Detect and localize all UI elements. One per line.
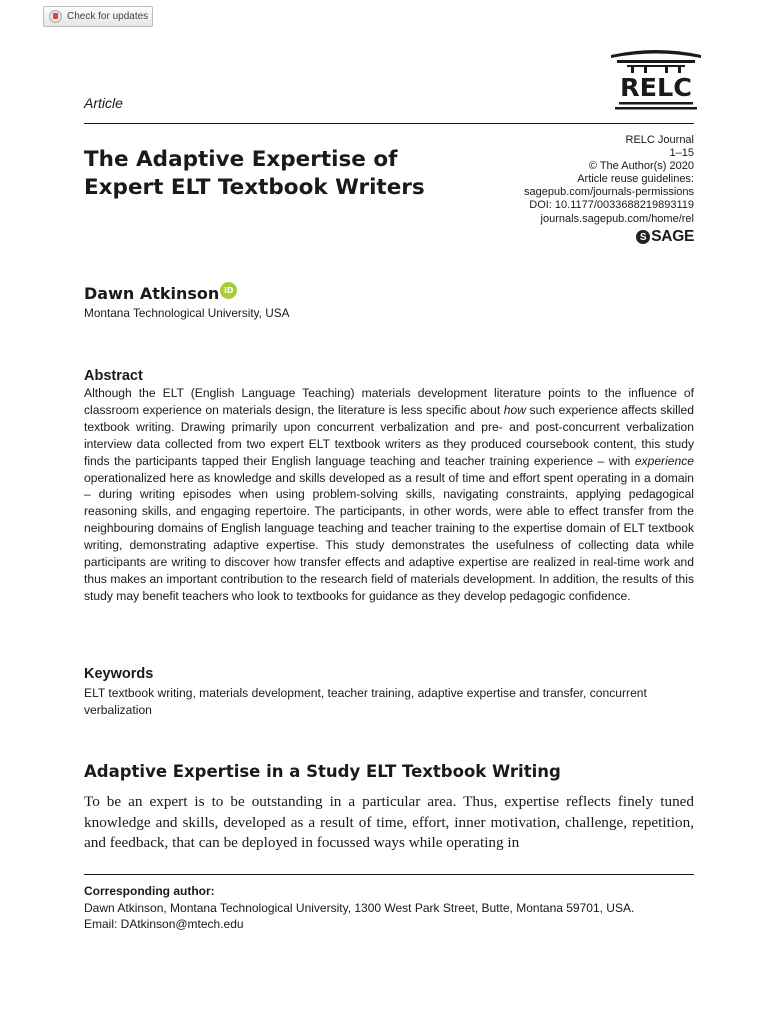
logo-text: RELC [620, 73, 692, 102]
abstract-part-2: such experience affects skilled textbook writing. Drawing primarily upon concurrent verbalization and pre- and post-concurrent verbalization interview data collected from two expert ELT textbook writers as they produced coursebook content, this study finds the participants tapped their English language teaching and teacher training experience – with [84, 402, 695, 468]
author [84, 284, 237, 303]
abstract-text [84, 385, 694, 605]
article-title: The Adaptive Expertise of Expert ELT Textbook Writers [84, 147, 425, 200]
reuse-guidelines-label: Article reuse guidelines: [577, 173, 694, 186]
check-for-updates-button[interactable] [43, 6, 153, 27]
sage-logo [636, 228, 694, 246]
orcid-icon[interactable]: iD [220, 282, 237, 299]
reuse-link[interactable]: sagepub.com/journals-permissions [524, 186, 694, 199]
section-heading: Adaptive Expertise in a Study ELT Textbook Writing [84, 762, 561, 781]
keywords-text: ELT textbook writing, materials development, teacher training, adaptive expertise and transfer, concurrent verbalization [84, 686, 647, 717]
corresponding-email[interactable]: Email: DAtkinson@mtech.edu [84, 917, 244, 931]
sage-wordmark: SAGE [651, 228, 694, 245]
abstract-heading: Abstract [84, 368, 143, 384]
footnote-divider [84, 874, 694, 875]
copyright: © The Author(s) 2020 [588, 160, 694, 173]
corresponding-address: Dawn Atkinson, Montana Technological University, 1300 West Park Street, Butte, Montana 59701, USA. [84, 900, 635, 915]
journal-home-link[interactable]: journals.sagepub.com/home/rel [540, 212, 694, 225]
abstract-part-3: operationalized here as knowledge and skills developed as a result of time and effort spent operating in a domain – during writing episodes when using problem-solving skills, navigating constraints, applying pedagogical reasoning skills, and engaging repertoire. The participants, in other words, were able to effect transfer from the neighbouring domains of English language teaching and teacher training to the expertise domain of ELT textbook writing, demonstrating adaptive expertise. This study demonstrates the usefulness of collecting data while participants are writing to discover how transfer effects and adaptive expertise are realized in real-time work and thus makes an important contribution to the research field of materials development. In addition, the results of this study may benefit teachers who look to textbooks for guidance as they develop pedagogic confidence. [84, 470, 694, 603]
abstract-part-1: Although the ELT (English Language Teaching) materials development literature points to the influence of classroom experience on materials design, the literature is less specific about [84, 386, 694, 417]
sage-mark-icon: S [636, 230, 650, 244]
top-divider [84, 123, 694, 124]
body-paragraph: To be an expert is to be outstanding in a particular area. Thus, expertise reflects finely tuned knowledge and skills, developed as a result of time, effort, inner motivation, challenge, repetition, and feedback, that can be deployed in focussed ways while operating in [84, 793, 694, 851]
article-type-label: Article [84, 95, 123, 111]
page-range: 1–15 [669, 147, 694, 160]
check-for-updates-label: Check for updates [67, 11, 149, 22]
keywords-heading: Keywords [84, 666, 154, 682]
doi[interactable]: DOI: 10.1177/0033688219893119 [529, 199, 694, 212]
abstract-emphasis-how: how [503, 402, 526, 417]
corresponding-author-label: Corresponding author: [84, 884, 215, 898]
author-affiliation: Montana Technological University, USA [84, 306, 290, 320]
journal-metadata [524, 134, 694, 226]
relc-logo [609, 47, 703, 113]
author-name: Dawn Atkinson [84, 284, 220, 303]
abstract-emphasis-experience: experience [634, 453, 694, 468]
journal-name: RELC Journal [625, 134, 694, 146]
corresponding-author [84, 883, 634, 933]
crossmark-icon [49, 10, 62, 23]
